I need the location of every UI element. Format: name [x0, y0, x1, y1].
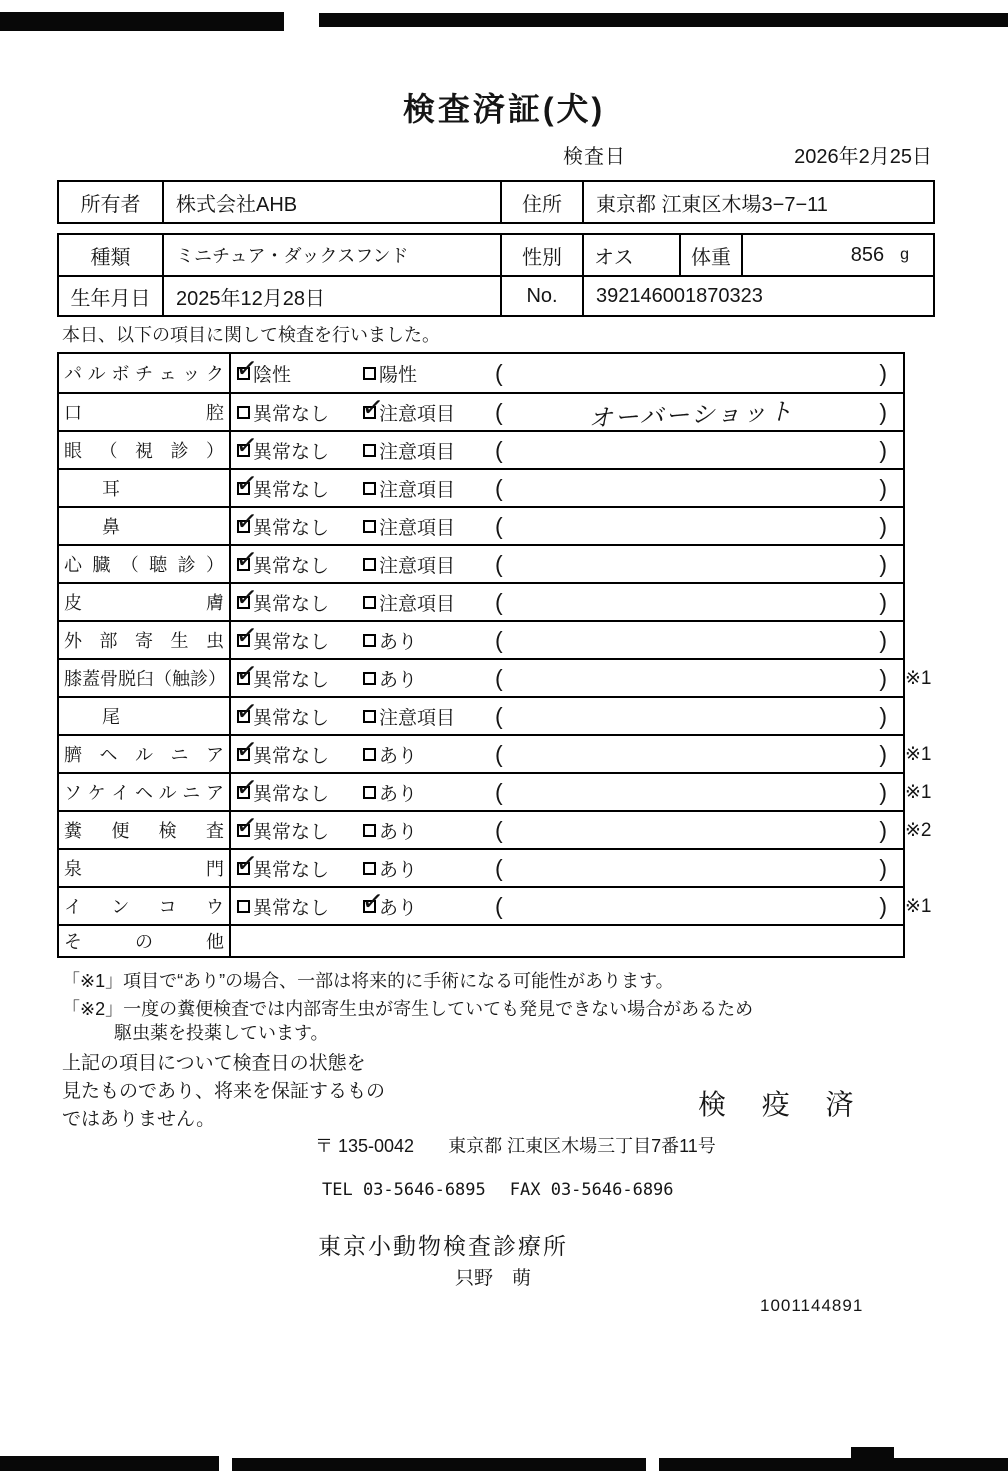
exam-table-row: [59, 658, 932, 696]
open-paren: (: [495, 664, 503, 691]
exam-option-2: [359, 589, 489, 616]
close-paren: ): [879, 626, 887, 653]
checkbox-icon: [237, 520, 250, 533]
checkbox-icon: [237, 596, 250, 609]
exam-item-cell: [59, 736, 231, 772]
exam-item-label: 皮 膚: [64, 593, 224, 613]
postal-code: 〒 135-0042: [315, 1136, 415, 1156]
exam-item-label: ソ ケ イ ヘ ル ニ ア: [64, 783, 224, 803]
exam-option-2: [359, 817, 489, 844]
exam-note: ※2: [905, 820, 932, 841]
exam-option-2: [359, 399, 489, 426]
exam-item-cell: [59, 812, 231, 848]
close-paren: ): [879, 398, 887, 425]
clinic-phone-line: [322, 1180, 674, 1200]
exam-item-label: 尾: [102, 707, 120, 727]
open-paren: (: [495, 550, 503, 577]
weight-unit: g: [900, 246, 909, 263]
exam-option-1: [231, 855, 359, 882]
birthdate-value: 2025年12月28日: [162, 277, 500, 315]
exam-item-label: 鼻: [102, 517, 120, 537]
exam-option-1: [231, 779, 359, 806]
disclaimer-line-1: 上記の項目について検査日の状態を: [62, 1053, 366, 1074]
checkbox-icon: [363, 520, 376, 533]
owner-label: 所有者: [80, 193, 141, 216]
close-paren: ): [879, 359, 887, 386]
exam-option-2: [359, 627, 489, 654]
close-paren: ): [879, 550, 887, 577]
exam-note: ※1: [905, 668, 932, 689]
checkbox-icon: [363, 824, 376, 837]
owner-table: [57, 180, 935, 224]
exam-item-label: パ ル ボ チ ェ ッ ク: [64, 364, 224, 384]
exam-table-row: [59, 544, 903, 582]
weight-label: 体重: [679, 235, 741, 275]
checkbox-icon: [363, 596, 376, 609]
exam-option-2-label: あり: [379, 631, 418, 653]
exam-option-1: [231, 437, 359, 464]
exam-item-cell: [59, 508, 231, 544]
open-paren: (: [495, 588, 503, 615]
checkbox-icon: [237, 710, 250, 723]
exam-note: ※1: [905, 896, 932, 917]
exam-table-row: [59, 354, 903, 392]
fax-number: FAX 03-5646-6896: [509, 1180, 674, 1200]
exam-option-1-label: 異常なし: [253, 555, 330, 577]
exam-option-2-label: 注意項目: [379, 403, 456, 425]
open-paren: (: [495, 626, 503, 653]
checkbox-icon: [363, 900, 376, 913]
exam-result-text: オーバーショット: [587, 397, 795, 433]
close-paren: ): [879, 436, 887, 463]
checkbox-icon: [237, 824, 250, 837]
exam-option-1-label: 異常なし: [253, 593, 330, 615]
scan-artifact-bottom-3: [659, 1458, 1008, 1471]
weight-value: 856: [850, 243, 885, 266]
checkbox-icon: [363, 862, 376, 875]
birth-row: [59, 275, 933, 315]
close-paren: ): [879, 892, 887, 919]
exam-result-area: [489, 660, 903, 696]
exam-item-cell: [59, 660, 231, 696]
checkbox-icon: [363, 367, 376, 380]
owner-row: [59, 182, 933, 222]
exam-option-1-label: 異常なし: [253, 707, 330, 729]
exam-option-1: [231, 551, 359, 578]
exam-table-body: [57, 352, 932, 958]
exam-item-cell: [59, 470, 231, 506]
exam-option-1-label: 異常なし: [253, 517, 330, 539]
exam-result-area: [489, 622, 903, 658]
disclaimer-line-3: ではありません。: [62, 1109, 216, 1130]
exam-option-2-label: あり: [379, 745, 418, 767]
exam-option-2: [359, 475, 489, 502]
exam-option-2-label: あり: [379, 897, 418, 919]
exam-result-area: [489, 736, 903, 772]
exam-item-label: イ ン コ ウ: [64, 897, 224, 917]
checkbox-icon: [237, 862, 250, 875]
exam-option-2-label: 注意項目: [379, 555, 456, 577]
exam-table-row: [59, 468, 903, 506]
exam-table-row: [59, 772, 932, 810]
exam-option-2-label: あり: [379, 783, 418, 805]
checkbox-icon: [237, 558, 250, 571]
open-paren: (: [495, 778, 503, 805]
exam-option-2-label: あり: [379, 669, 418, 691]
exam-option-2-label: あり: [379, 859, 418, 881]
exam-option-1-label: 異常なし: [253, 783, 330, 805]
checkbox-icon: [237, 786, 250, 799]
exam-item-cell: [59, 394, 231, 430]
checkbox-icon: [237, 444, 250, 457]
exam-item-label: 外 部 寄 生 虫: [64, 631, 224, 651]
page-title: 検査済証(犬): [402, 91, 606, 127]
exam-option-2: [359, 551, 489, 578]
exam-item-label: 泉 門: [64, 859, 224, 879]
checkbox-icon: [363, 748, 376, 761]
exam-option-1-label: 異常なし: [253, 441, 330, 463]
checkbox-icon: [363, 444, 376, 457]
exam-option-1: [231, 741, 359, 768]
exam-table-row: [59, 924, 903, 956]
exam-result-area: [489, 470, 903, 506]
sex-value: オス: [582, 235, 679, 275]
breed-row: [59, 235, 933, 275]
exam-option-2-label: 注意項目: [379, 517, 456, 539]
exam-table-row: [59, 392, 903, 433]
clinic-address-line: [315, 1132, 716, 1158]
exam-result-area: [489, 850, 903, 886]
address-value: 東京都 江東区木場3−7−11: [582, 182, 933, 222]
checkbox-icon: [363, 710, 376, 723]
exam-table-row: [59, 620, 903, 658]
exam-option-1: [231, 513, 359, 540]
exam-option-2: [359, 703, 489, 730]
exam-result-area: [489, 698, 903, 734]
exam-item-cell: [59, 546, 231, 582]
breed-label: 種類: [90, 246, 131, 269]
exam-option-2: [359, 779, 489, 806]
checkbox-icon: [237, 672, 250, 685]
open-paren: (: [495, 854, 503, 881]
open-paren: (: [495, 398, 503, 425]
exam-item-label: 眼 （ 視 診 ）: [64, 441, 224, 461]
exam-item-cell: [59, 888, 231, 924]
exam-result-area: [489, 546, 903, 582]
open-paren: (: [495, 816, 503, 843]
exam-option-2: [359, 360, 489, 387]
exam-option-2: [359, 665, 489, 692]
close-paren: ): [879, 512, 887, 539]
exam-option-2: [359, 513, 489, 540]
exam-item-cell: [59, 584, 231, 620]
scan-artifact-bottom-2: [232, 1458, 646, 1471]
exam-table-row: [59, 886, 932, 924]
exam-option-2: [359, 741, 489, 768]
exam-item-cell: [59, 354, 231, 392]
footnote-1: 「※1」項目で“あり”の場合、一部は将来的に手術になる可能性があります。: [62, 971, 674, 991]
exam-option-1-label: 異常なし: [253, 631, 330, 653]
exam-option-1: [231, 589, 359, 616]
exam-option-1: [231, 665, 359, 692]
checkbox-icon: [237, 367, 250, 380]
exam-option-2-label: 注意項目: [379, 707, 456, 729]
exam-option-1-label: 異常なし: [253, 897, 330, 919]
sex-label: 性別: [500, 235, 582, 275]
exam-item-label: そ の 他: [64, 932, 224, 952]
exam-item-label: 膝 蓋 骨 脱 臼 （ 触 診 ）: [64, 669, 226, 689]
checkbox-icon: [363, 634, 376, 647]
close-paren: ): [879, 778, 887, 805]
open-paren: (: [495, 436, 503, 463]
exam-option-1: [231, 475, 359, 502]
close-paren: ): [879, 588, 887, 615]
tel-number: TEL 03-5646-6895: [322, 1180, 486, 1200]
id-number-label: No.: [500, 277, 582, 315]
exam-item-cell: [59, 622, 231, 658]
close-paren: ): [879, 702, 887, 729]
exam-table-row: [59, 506, 903, 544]
footnote-2-line2: 駆虫薬を投薬しています。: [114, 1023, 329, 1043]
exam-result-area: [489, 812, 903, 848]
close-paren: ): [879, 740, 887, 767]
clinic-address: 東京都 江東区木場三丁目7番11号: [448, 1136, 716, 1156]
checkbox-icon: [237, 634, 250, 647]
exam-option-1-label: 異常なし: [253, 669, 330, 691]
info-table: [57, 233, 935, 317]
checkbox-icon: [237, 748, 250, 761]
exam-item-cell: [59, 698, 231, 734]
close-paren: ): [879, 474, 887, 501]
exam-option-1-label: 異常なし: [253, 403, 330, 425]
exam-option-1: [231, 893, 359, 920]
checkbox-icon: [363, 672, 376, 685]
exam-option-2-label: 注意項目: [379, 441, 456, 463]
clinic-name: 東京小動物検査診療所: [318, 1233, 568, 1259]
exam-result-area: [489, 888, 903, 924]
exam-table-row: [59, 810, 932, 848]
exam-table-row: [59, 696, 903, 734]
exam-option-1-label: 異常なし: [253, 745, 330, 767]
checkbox-icon: [237, 482, 250, 495]
exam-option-2-label: 注意項目: [379, 479, 456, 501]
breed-value: ミニチュア・ダックスフンド: [162, 235, 500, 275]
exam-option-2: [359, 893, 489, 920]
exam-option-1: [231, 360, 359, 387]
exam-result-area: [489, 354, 903, 392]
exam-item-label: 臍 ヘ ル ニ ア: [64, 745, 224, 765]
checkbox-icon: [363, 558, 376, 571]
inspection-date-value: 2026年2月25日: [794, 146, 932, 168]
address-label: 住所: [500, 182, 582, 222]
weight-value-cell: [741, 235, 933, 275]
exam-table-row: [59, 734, 932, 772]
exam-option-1: [231, 817, 359, 844]
exam-item-cell: [59, 774, 231, 810]
close-paren: ): [879, 816, 887, 843]
id-number-value: 392146001870323: [582, 277, 933, 315]
quarantine-stamp: 検 疫 済: [698, 1089, 868, 1120]
exam-item-cell: [59, 850, 231, 886]
scan-artifact-bottom-1: [0, 1456, 219, 1471]
exam-option-1-label: 異常なし: [253, 479, 330, 501]
checkbox-icon: [237, 900, 250, 913]
exam-option-1: [231, 627, 359, 654]
checkbox-icon: [363, 406, 376, 419]
serial-number: 1001144891: [760, 1296, 864, 1315]
exam-option-2-label: あり: [379, 821, 418, 843]
footnote-2-line1: 「※2」一度の糞便検査では内部寄生虫が寄生していても発見できない場合があるため: [62, 999, 754, 1019]
exam-note: ※1: [905, 744, 932, 765]
exam-item-label: 耳: [102, 479, 120, 499]
exam-note: ※1: [905, 782, 932, 803]
close-paren: ): [879, 854, 887, 881]
birthdate-label: 生年月日: [70, 287, 151, 310]
checkbox-icon: [363, 482, 376, 495]
scan-artifact-top-right: [319, 13, 1008, 27]
veterinarian-name: 只野 萌: [455, 1268, 532, 1289]
owner-value: 株式会社AHB: [162, 182, 500, 222]
exam-result-area: [489, 584, 903, 620]
scan-artifact-bottom-blob: [851, 1447, 894, 1471]
exam-item-cell: [59, 926, 231, 956]
open-paren: (: [495, 359, 503, 386]
open-paren: (: [495, 892, 503, 919]
exam-result-area: [489, 432, 903, 468]
open-paren: (: [495, 702, 503, 729]
exam-item-label: 糞 便 検 査: [64, 821, 224, 841]
disclaimer-text: [62, 1050, 385, 1134]
exam-table-row: [59, 582, 903, 620]
exam-option-1: [231, 703, 359, 730]
checkbox-icon: [363, 786, 376, 799]
exam-item-label: 心 臓 （ 聴 診 ）: [64, 555, 224, 575]
exam-result-area: [489, 394, 903, 433]
exam-option-1-label: 異常なし: [253, 859, 330, 881]
exam-option-2-label: 陽性: [379, 364, 418, 386]
exam-table-row: [59, 848, 903, 886]
exam-result-area: [489, 774, 903, 810]
intro-text: 本日、以下の項目に関して検査を行いました。: [62, 325, 440, 345]
exam-option-2-label: 注意項目: [379, 593, 456, 615]
exam-item-cell: [59, 432, 231, 468]
scan-artifact-top-left: [0, 12, 284, 31]
exam-option-1-label: 陰性: [253, 364, 292, 386]
exam-option-1-label: 異常なし: [253, 821, 330, 843]
exam-table-row: [59, 430, 903, 468]
exam-item-label: 口 腔: [64, 403, 224, 423]
disclaimer-line-2: 見たものであり、将来を保証するもの: [62, 1081, 386, 1102]
open-paren: (: [495, 740, 503, 767]
inspection-date-label: 検査日: [563, 146, 626, 168]
exam-option-2: [359, 855, 489, 882]
exam-option-2: [359, 437, 489, 464]
open-paren: (: [495, 512, 503, 539]
open-paren: (: [495, 474, 503, 501]
exam-option-1: [231, 399, 359, 426]
checkbox-icon: [237, 406, 250, 419]
close-paren: ): [879, 664, 887, 691]
exam-result-area: [489, 508, 903, 544]
